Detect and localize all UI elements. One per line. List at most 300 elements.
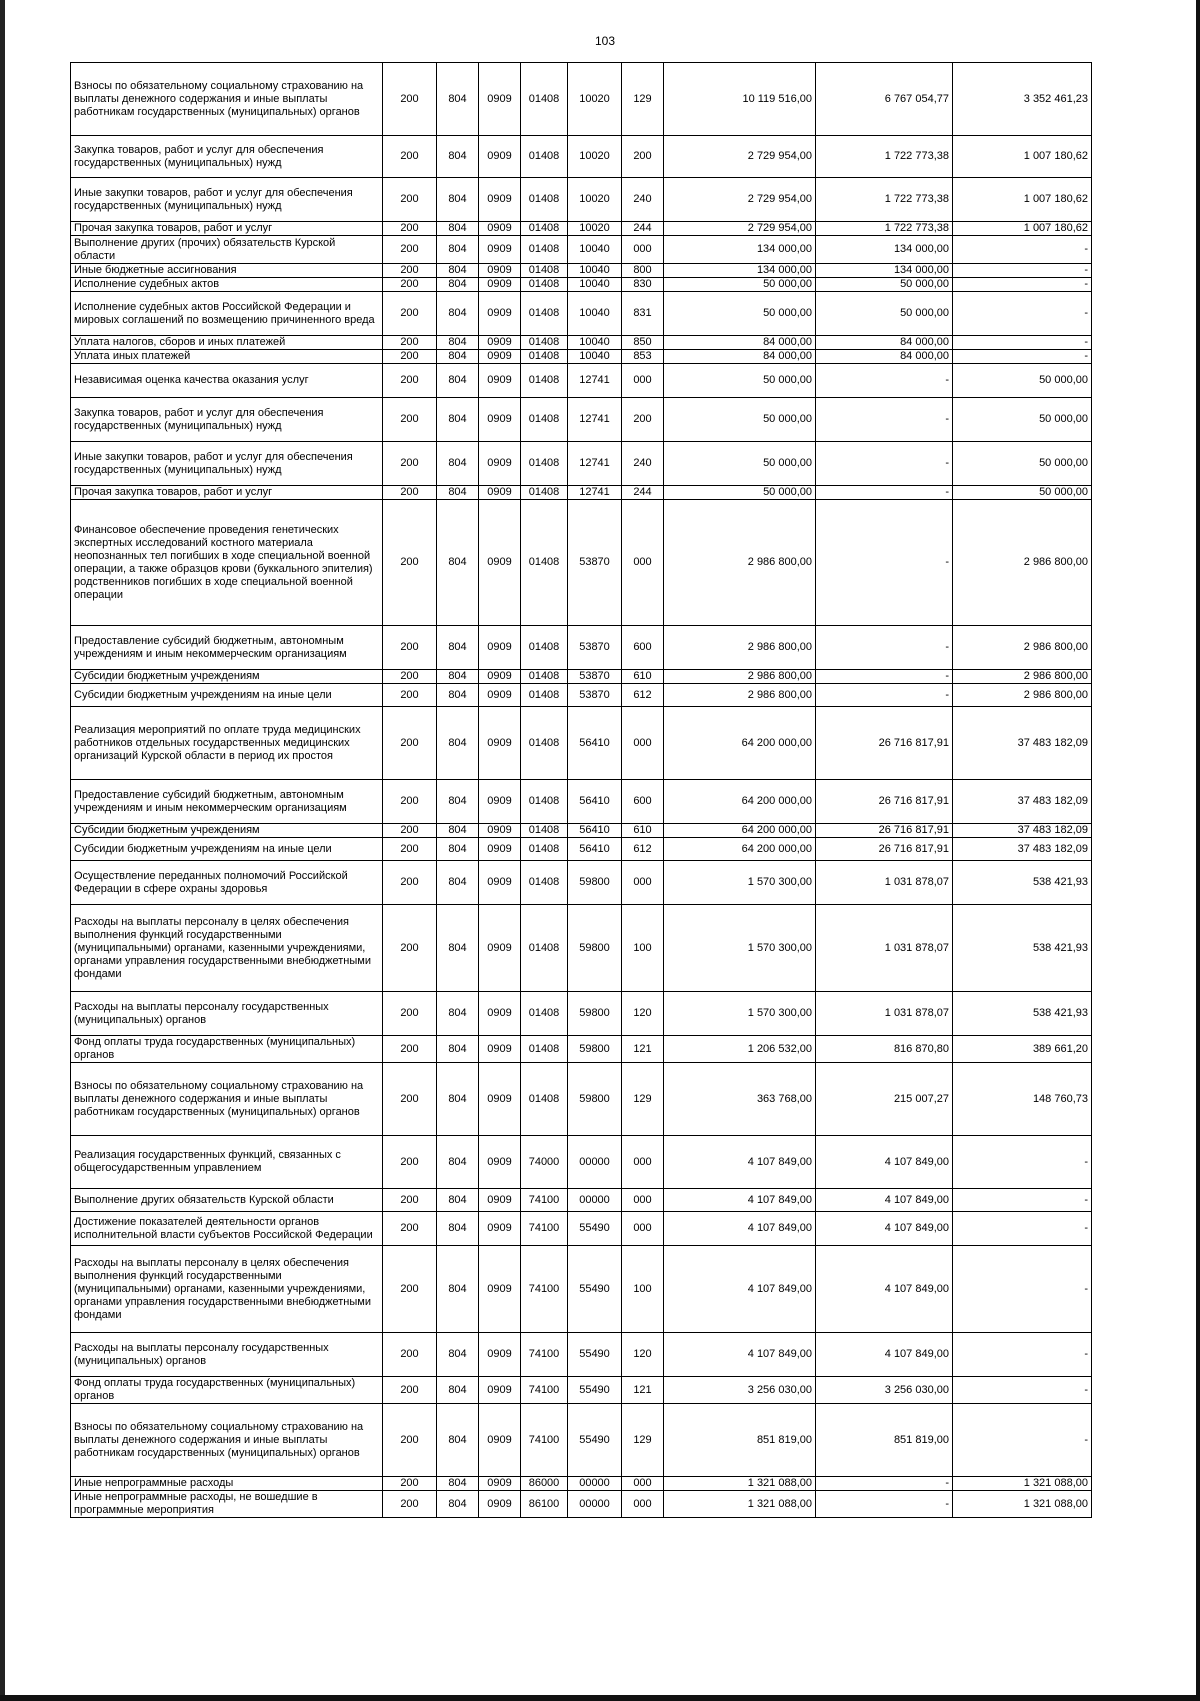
table-row: [71, 486, 1092, 500]
amount-executed: 215 007,27: [816, 1063, 953, 1136]
table-row: [71, 500, 1092, 626]
code-direction: 00000: [568, 1136, 622, 1189]
code-direction: 10020: [568, 63, 622, 136]
amount-executed: 4 107 849,00: [816, 1189, 953, 1212]
amount-executed: 1 722 773,38: [816, 178, 953, 222]
code-expense-type: 800: [622, 264, 664, 278]
code-program: 01408: [521, 1063, 568, 1136]
amount-planned: 64 200 000,00: [664, 780, 816, 824]
code-ministry: 804: [437, 626, 479, 670]
amount-planned: 134 000,00: [664, 236, 816, 264]
code-program: 01408: [521, 442, 568, 486]
amount-executed: -: [816, 670, 953, 684]
amount-remaining: -: [953, 1212, 1092, 1246]
code-section: 0909: [479, 222, 521, 236]
row-description: Иные закупки товаров, работ и услуг для обеспечения государственных (муниципальных) нужд: [71, 178, 383, 222]
code-section: 0909: [479, 1491, 521, 1518]
amount-planned: 4 107 849,00: [664, 1189, 816, 1212]
code-program: 01408: [521, 905, 568, 992]
amount-executed: -: [816, 1491, 953, 1518]
code-expense-type: 244: [622, 486, 664, 500]
code-ministry: 804: [437, 350, 479, 364]
amount-executed: 1 031 878,07: [816, 992, 953, 1036]
code-section: 0909: [479, 1136, 521, 1189]
code-program: 01408: [521, 861, 568, 905]
code-program: 01408: [521, 222, 568, 236]
amount-remaining: -: [953, 1333, 1092, 1377]
code-direction: 12741: [568, 442, 622, 486]
code-admin: 200: [383, 1333, 437, 1377]
row-description: Взносы по обязательному социальному страхованию на выплаты денежного содержания и иные выплаты работникам государственных (муниципальных) органов: [71, 1404, 383, 1477]
code-section: 0909: [479, 336, 521, 350]
code-ministry: 804: [437, 336, 479, 350]
code-ministry: 804: [437, 1246, 479, 1333]
code-admin: 200: [383, 1063, 437, 1136]
code-program: 01408: [521, 626, 568, 670]
row-description: Предоставление субсидий бюджетным, автономным учреждениям и иным некоммерческим организациям: [71, 626, 383, 670]
amount-executed: -: [816, 398, 953, 442]
amount-remaining: 1 321 088,00: [953, 1477, 1092, 1491]
amount-planned: 4 107 849,00: [664, 1212, 816, 1246]
code-direction: 10020: [568, 136, 622, 178]
code-admin: 200: [383, 1377, 437, 1404]
code-program: 01408: [521, 136, 568, 178]
amount-remaining: -: [953, 1189, 1092, 1212]
code-section: 0909: [479, 780, 521, 824]
amount-executed: -: [816, 500, 953, 626]
code-direction: 55490: [568, 1246, 622, 1333]
amount-executed: 4 107 849,00: [816, 1333, 953, 1377]
code-ministry: 804: [437, 398, 479, 442]
table-row: [71, 1491, 1092, 1518]
code-program: 01408: [521, 684, 568, 707]
code-section: 0909: [479, 1333, 521, 1377]
budget-table: [70, 62, 1092, 1518]
amount-remaining: 538 421,93: [953, 992, 1092, 1036]
code-admin: 200: [383, 178, 437, 222]
code-ministry: 804: [437, 292, 479, 336]
row-description: Субсидии бюджетным учреждениям на иные цели: [71, 684, 383, 707]
code-expense-type: 129: [622, 1063, 664, 1136]
amount-planned: 1 570 300,00: [664, 861, 816, 905]
code-expense-type: 000: [622, 1189, 664, 1212]
row-description: Реализация мероприятий по оплате труда медицинских работников отдельных государственных медицинских организаций Курской области в период их простоя: [71, 707, 383, 780]
code-program: 01408: [521, 278, 568, 292]
row-description: Взносы по обязательному социальному страхованию на выплаты денежного содержания и иные выплаты работникам государственных (муниципальных) органов: [71, 1063, 383, 1136]
amount-executed: 26 716 817,91: [816, 824, 953, 838]
code-section: 0909: [479, 824, 521, 838]
code-expense-type: 000: [622, 1491, 664, 1518]
code-ministry: 804: [437, 992, 479, 1036]
code-expense-type: 610: [622, 824, 664, 838]
code-expense-type: 831: [622, 292, 664, 336]
code-program: 01408: [521, 236, 568, 264]
code-direction: 53870: [568, 500, 622, 626]
code-admin: 200: [383, 1246, 437, 1333]
amount-executed: -: [816, 626, 953, 670]
code-section: 0909: [479, 364, 521, 398]
amount-executed: 50 000,00: [816, 278, 953, 292]
row-description: Реализация государственных функций, связанных с общегосударственным управлением: [71, 1136, 383, 1189]
row-description: Иные непрограммные расходы: [71, 1477, 383, 1491]
code-ministry: 804: [437, 486, 479, 500]
code-program: 01408: [521, 1036, 568, 1063]
amount-planned: 84 000,00: [664, 336, 816, 350]
code-expense-type: 830: [622, 278, 664, 292]
row-description: Уплата налогов, сборов и иных платежей: [71, 336, 383, 350]
code-ministry: 804: [437, 1136, 479, 1189]
code-ministry: 804: [437, 1491, 479, 1518]
amount-planned: 1 321 088,00: [664, 1477, 816, 1491]
code-direction: 55490: [568, 1404, 622, 1477]
code-section: 0909: [479, 626, 521, 670]
amount-remaining: -: [953, 1136, 1092, 1189]
code-program: 74100: [521, 1333, 568, 1377]
row-description: Исполнение судебных актов Российской Федерации и мировых соглашений по возмещению причиненного вреда: [71, 292, 383, 336]
code-ministry: 804: [437, 905, 479, 992]
code-expense-type: 612: [622, 838, 664, 861]
code-section: 0909: [479, 63, 521, 136]
amount-remaining: 148 760,73: [953, 1063, 1092, 1136]
code-admin: 200: [383, 992, 437, 1036]
code-section: 0909: [479, 236, 521, 264]
amount-executed: 3 256 030,00: [816, 1377, 953, 1404]
amount-planned: 1 206 532,00: [664, 1036, 816, 1063]
code-program: 01408: [521, 264, 568, 278]
amount-planned: 2 986 800,00: [664, 670, 816, 684]
code-admin: 200: [383, 398, 437, 442]
row-description: Субсидии бюджетным учреждениям: [71, 824, 383, 838]
code-program: 01408: [521, 670, 568, 684]
code-direction: 10040: [568, 264, 622, 278]
code-direction: 55490: [568, 1333, 622, 1377]
code-admin: 200: [383, 670, 437, 684]
code-expense-type: 100: [622, 905, 664, 992]
table-row: [71, 292, 1092, 336]
code-admin: 200: [383, 500, 437, 626]
row-description: Независимая оценка качества оказания услуг: [71, 364, 383, 398]
code-expense-type: 100: [622, 1246, 664, 1333]
table-row: [71, 264, 1092, 278]
code-admin: 200: [383, 222, 437, 236]
code-admin: 200: [383, 1212, 437, 1246]
code-section: 0909: [479, 292, 521, 336]
scan-border-right: [1196, 0, 1200, 1701]
table-row: [71, 905, 1092, 992]
table-row: [71, 838, 1092, 861]
amount-remaining: 37 483 182,09: [953, 780, 1092, 824]
row-description: Закупка товаров, работ и услуг для обеспечения государственных (муниципальных) нужд: [71, 398, 383, 442]
amount-remaining: -: [953, 264, 1092, 278]
code-direction: 12741: [568, 398, 622, 442]
code-expense-type: 000: [622, 861, 664, 905]
code-direction: 10040: [568, 236, 622, 264]
code-program: 74100: [521, 1404, 568, 1477]
row-description: Выполнение других обязательств Курской области: [71, 1189, 383, 1212]
code-program: 01408: [521, 336, 568, 350]
code-expense-type: 129: [622, 63, 664, 136]
amount-remaining: 2 986 800,00: [953, 684, 1092, 707]
amount-executed: -: [816, 486, 953, 500]
code-admin: 200: [383, 824, 437, 838]
table-row: [71, 1036, 1092, 1063]
amount-remaining: -: [953, 350, 1092, 364]
amount-remaining: 2 986 800,00: [953, 500, 1092, 626]
table-row: [71, 442, 1092, 486]
row-description: Закупка товаров, работ и услуг для обеспечения государственных (муниципальных) нужд: [71, 136, 383, 178]
code-admin: 200: [383, 442, 437, 486]
code-program: 74100: [521, 1189, 568, 1212]
table-body: [71, 63, 1092, 1518]
code-direction: 53870: [568, 626, 622, 670]
amount-remaining: 50 000,00: [953, 398, 1092, 442]
amount-remaining: 538 421,93: [953, 861, 1092, 905]
table-row: [71, 861, 1092, 905]
amount-planned: 2 986 800,00: [664, 626, 816, 670]
code-admin: 200: [383, 1189, 437, 1212]
row-description: Уплата иных платежей: [71, 350, 383, 364]
amount-planned: 64 200 000,00: [664, 707, 816, 780]
row-description: Иные непрограммные расходы, не вошедшие в программные мероприятия: [71, 1491, 383, 1518]
table-row: [71, 364, 1092, 398]
code-section: 0909: [479, 442, 521, 486]
amount-remaining: 1 321 088,00: [953, 1491, 1092, 1518]
code-ministry: 804: [437, 1477, 479, 1491]
row-description: Предоставление субсидий бюджетным, автономным учреждениям и иным некоммерческим организациям: [71, 780, 383, 824]
amount-remaining: -: [953, 278, 1092, 292]
code-direction: 10040: [568, 350, 622, 364]
code-section: 0909: [479, 670, 521, 684]
code-section: 0909: [479, 278, 521, 292]
amount-planned: 1 570 300,00: [664, 992, 816, 1036]
page-number: 103: [594, 34, 616, 48]
table-row: [71, 278, 1092, 292]
table-row: [71, 992, 1092, 1036]
table-row: [71, 222, 1092, 236]
code-expense-type: 612: [622, 684, 664, 707]
amount-remaining: -: [953, 1246, 1092, 1333]
code-program: 74100: [521, 1377, 568, 1404]
code-ministry: 804: [437, 1189, 479, 1212]
code-direction: 59800: [568, 905, 622, 992]
code-admin: 200: [383, 364, 437, 398]
code-expense-type: 000: [622, 707, 664, 780]
table-row: [71, 780, 1092, 824]
table-row: [71, 236, 1092, 264]
amount-remaining: 37 483 182,09: [953, 824, 1092, 838]
code-ministry: 804: [437, 63, 479, 136]
code-section: 0909: [479, 1477, 521, 1491]
code-expense-type: 129: [622, 1404, 664, 1477]
code-ministry: 804: [437, 442, 479, 486]
code-direction: 59800: [568, 861, 622, 905]
code-admin: 200: [383, 336, 437, 350]
code-admin: 200: [383, 486, 437, 500]
code-expense-type: 000: [622, 1212, 664, 1246]
code-ministry: 804: [437, 824, 479, 838]
amount-planned: 64 200 000,00: [664, 838, 816, 861]
code-direction: 12741: [568, 486, 622, 500]
code-direction: 56410: [568, 780, 622, 824]
code-expense-type: 610: [622, 670, 664, 684]
code-expense-type: 853: [622, 350, 664, 364]
code-direction: 56410: [568, 824, 622, 838]
code-expense-type: 121: [622, 1377, 664, 1404]
code-ministry: 804: [437, 1404, 479, 1477]
amount-planned: 2 729 954,00: [664, 136, 816, 178]
code-direction: 53870: [568, 684, 622, 707]
table-row: [71, 336, 1092, 350]
table-row: [71, 1477, 1092, 1491]
code-ministry: 804: [437, 670, 479, 684]
scan-border-bottom: [0, 1695, 1200, 1701]
amount-executed: 816 870,80: [816, 1036, 953, 1063]
row-description: Прочая закупка товаров, работ и услуг: [71, 486, 383, 500]
amount-executed: 134 000,00: [816, 264, 953, 278]
code-direction: 10040: [568, 292, 622, 336]
code-section: 0909: [479, 398, 521, 442]
code-expense-type: 850: [622, 336, 664, 350]
amount-planned: 4 107 849,00: [664, 1246, 816, 1333]
code-section: 0909: [479, 1212, 521, 1246]
code-expense-type: 121: [622, 1036, 664, 1063]
code-expense-type: 120: [622, 1333, 664, 1377]
code-admin: 200: [383, 350, 437, 364]
code-ministry: 804: [437, 178, 479, 222]
code-admin: 200: [383, 63, 437, 136]
code-admin: 200: [383, 264, 437, 278]
amount-executed: 84 000,00: [816, 350, 953, 364]
code-direction: 10040: [568, 278, 622, 292]
code-section: 0909: [479, 838, 521, 861]
amount-planned: 50 000,00: [664, 364, 816, 398]
code-ministry: 804: [437, 1212, 479, 1246]
amount-planned: 50 000,00: [664, 292, 816, 336]
code-direction: 59800: [568, 992, 622, 1036]
table-row: [71, 136, 1092, 178]
code-section: 0909: [479, 905, 521, 992]
row-description: Достижение показателей деятельности органов исполнительной власти субъектов Российской Федерации: [71, 1212, 383, 1246]
amount-remaining: 50 000,00: [953, 364, 1092, 398]
amount-remaining: 3 352 461,23: [953, 63, 1092, 136]
amount-executed: 1 722 773,38: [816, 222, 953, 236]
code-expense-type: 000: [622, 500, 664, 626]
table-row: [71, 178, 1092, 222]
code-expense-type: 244: [622, 222, 664, 236]
code-program: 74100: [521, 1212, 568, 1246]
amount-remaining: 37 483 182,09: [953, 838, 1092, 861]
code-admin: 200: [383, 1477, 437, 1491]
code-section: 0909: [479, 684, 521, 707]
amount-planned: 1 321 088,00: [664, 1491, 816, 1518]
amount-remaining: 1 007 180,62: [953, 222, 1092, 236]
code-program: 01408: [521, 63, 568, 136]
amount-remaining: -: [953, 336, 1092, 350]
amount-executed: -: [816, 442, 953, 486]
code-ministry: 804: [437, 1036, 479, 1063]
amount-remaining: 538 421,93: [953, 905, 1092, 992]
table-row: [71, 1246, 1092, 1333]
amount-executed: 26 716 817,91: [816, 707, 953, 780]
amount-planned: 851 819,00: [664, 1404, 816, 1477]
code-ministry: 804: [437, 136, 479, 178]
amount-executed: 4 107 849,00: [816, 1246, 953, 1333]
row-description: Субсидии бюджетным учреждениям: [71, 670, 383, 684]
row-description: Иные бюджетные ассигнования: [71, 264, 383, 278]
amount-remaining: -: [953, 292, 1092, 336]
code-direction: 53870: [568, 670, 622, 684]
amount-executed: 1 031 878,07: [816, 861, 953, 905]
amount-planned: 50 000,00: [664, 442, 816, 486]
amount-planned: 50 000,00: [664, 398, 816, 442]
code-ministry: 804: [437, 780, 479, 824]
row-description: Расходы на выплаты персоналу в целях обеспечения выполнения функций государственными (муниципальными) органами, казенными учреждениями, органами управления государственными внебюджетными фондами: [71, 905, 383, 992]
code-program: 01408: [521, 824, 568, 838]
amount-executed: 134 000,00: [816, 236, 953, 264]
amount-planned: 50 000,00: [664, 486, 816, 500]
code-admin: 200: [383, 707, 437, 780]
code-ministry: 804: [437, 861, 479, 905]
amount-planned: 3 256 030,00: [664, 1377, 816, 1404]
row-description: Расходы на выплаты персоналу государственных (муниципальных) органов: [71, 1333, 383, 1377]
row-description: Иные закупки товаров, работ и услуг для обеспечения государственных (муниципальных) нужд: [71, 442, 383, 486]
row-description: Расходы на выплаты персоналу в целях обеспечения выполнения функций государственными (муниципальными) органами, казенными учреждениями, органами управления государственными внебюджетными фондами: [71, 1246, 383, 1333]
row-description: Исполнение судебных актов: [71, 278, 383, 292]
code-ministry: 804: [437, 264, 479, 278]
code-admin: 200: [383, 1036, 437, 1063]
code-ministry: 804: [437, 838, 479, 861]
code-expense-type: 000: [622, 1136, 664, 1189]
code-program: 74000: [521, 1136, 568, 1189]
amount-remaining: 2 986 800,00: [953, 626, 1092, 670]
table-row: [71, 670, 1092, 684]
amount-remaining: 50 000,00: [953, 486, 1092, 500]
code-ministry: 804: [437, 364, 479, 398]
code-expense-type: 000: [622, 1477, 664, 1491]
amount-executed: 84 000,00: [816, 336, 953, 350]
amount-remaining: -: [953, 1404, 1092, 1477]
code-admin: 200: [383, 1404, 437, 1477]
code-section: 0909: [479, 861, 521, 905]
table-row: [71, 1333, 1092, 1377]
code-program: 01408: [521, 292, 568, 336]
code-program: 86000: [521, 1477, 568, 1491]
code-admin: 200: [383, 136, 437, 178]
table-row: [71, 684, 1092, 707]
row-description: Взносы по обязательному социальному страхованию на выплаты денежного содержания и иные выплаты работникам государственных (муниципальных) органов: [71, 63, 383, 136]
amount-planned: 2 729 954,00: [664, 178, 816, 222]
amount-remaining: 1 007 180,62: [953, 178, 1092, 222]
amount-planned: 1 570 300,00: [664, 905, 816, 992]
table-row: [71, 1404, 1092, 1477]
amount-executed: 26 716 817,91: [816, 838, 953, 861]
amount-planned: 4 107 849,00: [664, 1136, 816, 1189]
code-admin: 200: [383, 1136, 437, 1189]
code-ministry: 804: [437, 1333, 479, 1377]
code-expense-type: 240: [622, 442, 664, 486]
amount-planned: 4 107 849,00: [664, 1333, 816, 1377]
amount-planned: 363 768,00: [664, 1063, 816, 1136]
table-row: [71, 398, 1092, 442]
code-direction: 00000: [568, 1491, 622, 1518]
code-admin: 200: [383, 278, 437, 292]
table-row: [71, 1212, 1092, 1246]
amount-planned: 10 119 516,00: [664, 63, 816, 136]
code-admin: 200: [383, 838, 437, 861]
amount-executed: 26 716 817,91: [816, 780, 953, 824]
code-direction: 55490: [568, 1212, 622, 1246]
amount-planned: 2 986 800,00: [664, 684, 816, 707]
